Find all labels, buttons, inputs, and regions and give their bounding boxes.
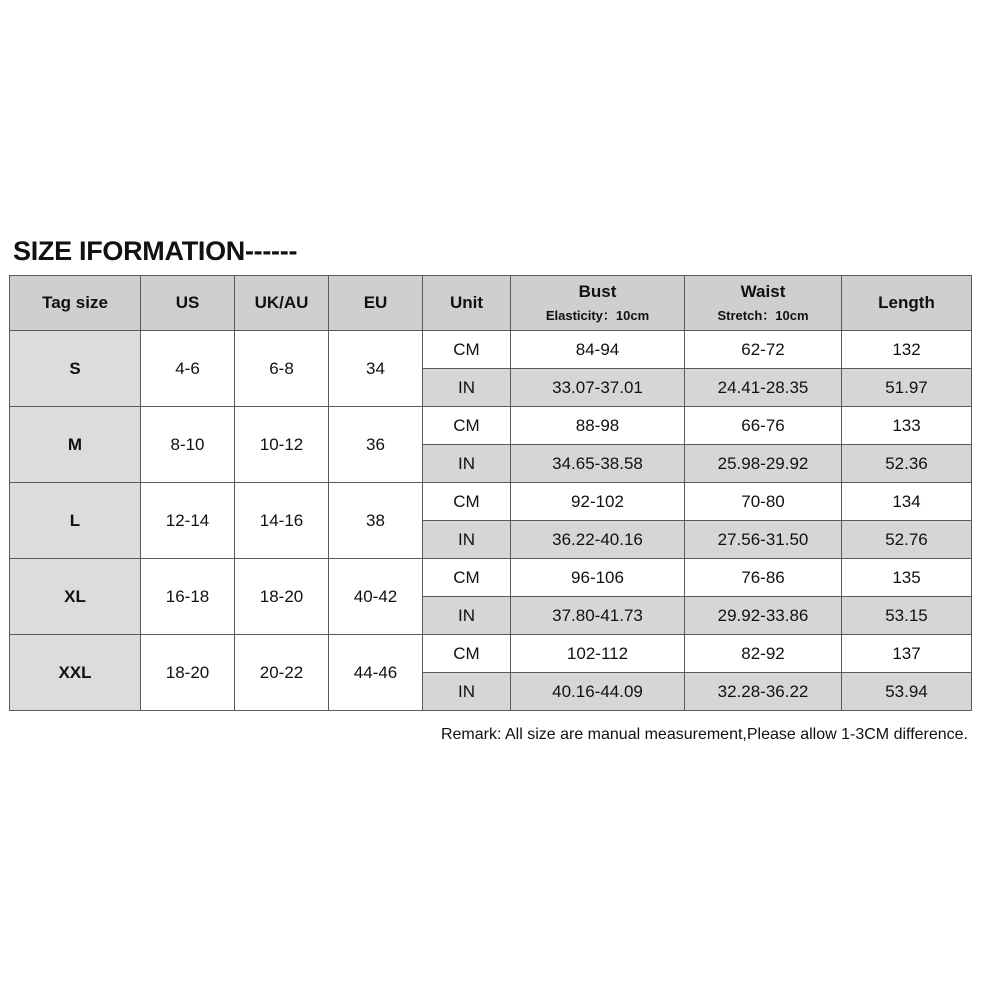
bust-cell: 84-94 (511, 331, 685, 369)
us-cell: 4-6 (141, 331, 235, 407)
unit-cell: IN (423, 673, 511, 711)
length-cell: 132 (842, 331, 972, 369)
header-waist-label: Waist (740, 282, 786, 301)
length-cell: 52.76 (842, 521, 972, 559)
table-row (10, 331, 972, 369)
header-waist (685, 276, 842, 331)
table-row (10, 559, 972, 597)
header-row (10, 276, 972, 331)
header-eu: EU (329, 276, 423, 331)
waist-cell: 29.92-33.86 (685, 597, 842, 635)
bust-cell: 36.22-40.16 (511, 521, 685, 559)
waist-cell: 70-80 (685, 483, 842, 521)
eu-cell: 36 (329, 407, 423, 483)
eu-cell: 44-46 (329, 635, 423, 711)
tag-size-cell: XXL (10, 635, 141, 711)
header-bust-label: Bust (578, 282, 617, 301)
uk-au-cell: 6-8 (235, 331, 329, 407)
us-cell: 16-18 (141, 559, 235, 635)
bust-cell: 40.16-44.09 (511, 673, 685, 711)
unit-cell: CM (423, 331, 511, 369)
waist-cell: 62-72 (685, 331, 842, 369)
bust-cell: 92-102 (511, 483, 685, 521)
eu-cell: 38 (329, 483, 423, 559)
header-uk-au: UK/AU (235, 276, 329, 331)
length-cell: 135 (842, 559, 972, 597)
length-cell: 53.15 (842, 597, 972, 635)
uk-au-cell: 18-20 (235, 559, 329, 635)
unit-cell: IN (423, 597, 511, 635)
table-row (10, 483, 972, 521)
unit-cell: CM (423, 407, 511, 445)
header-unit: Unit (423, 276, 511, 331)
remark-note: Remark: All size are manual measurement,Please allow 1-3CM difference. (440, 726, 968, 743)
waist-cell: 24.41-28.35 (685, 369, 842, 407)
us-cell: 12-14 (141, 483, 235, 559)
uk-au-cell: 20-22 (235, 635, 329, 711)
unit-cell: CM (423, 559, 511, 597)
us-cell: 18-20 (141, 635, 235, 711)
waist-cell: 76-86 (685, 559, 842, 597)
waist-cell: 25.98-29.92 (685, 445, 842, 483)
bust-cell: 34.65-38.58 (511, 445, 685, 483)
header-length: Length (842, 276, 972, 331)
header-tag-size: Tag size (10, 276, 141, 331)
waist-cell: 32.28-36.22 (685, 673, 842, 711)
waist-cell: 66-76 (685, 407, 842, 445)
bust-cell: 102-112 (511, 635, 685, 673)
length-cell: 52.36 (842, 445, 972, 483)
waist-cell: 27.56-31.50 (685, 521, 842, 559)
header-bust-elasticity: Elasticity：10cm (545, 308, 650, 323)
tag-size-cell: L (10, 483, 141, 559)
tag-size-cell: M (10, 407, 141, 483)
length-cell: 137 (842, 635, 972, 673)
bust-cell: 37.80-41.73 (511, 597, 685, 635)
tag-size-cell: XL (10, 559, 141, 635)
header-waist-stretch: Stretch：10cm (717, 308, 809, 323)
us-cell: 8-10 (141, 407, 235, 483)
eu-cell: 40-42 (329, 559, 423, 635)
header-us: US (141, 276, 235, 331)
tag-size-cell: S (10, 331, 141, 407)
unit-cell: IN (423, 369, 511, 407)
unit-cell: IN (423, 445, 511, 483)
table-row (10, 635, 972, 673)
bust-cell: 33.07-37.01 (511, 369, 685, 407)
uk-au-cell: 10-12 (235, 407, 329, 483)
size-chart-table (9, 275, 972, 711)
header-bust (511, 276, 685, 331)
unit-cell: CM (423, 483, 511, 521)
bust-cell: 96-106 (511, 559, 685, 597)
length-cell: 134 (842, 483, 972, 521)
unit-cell: CM (423, 635, 511, 673)
waist-cell: 82-92 (685, 635, 842, 673)
page-title: SIZE IFORMATION------ (13, 236, 298, 266)
length-cell: 53.94 (842, 673, 972, 711)
length-cell: 133 (842, 407, 972, 445)
table-row (10, 407, 972, 445)
unit-cell: IN (423, 521, 511, 559)
eu-cell: 34 (329, 331, 423, 407)
bust-cell: 88-98 (511, 407, 685, 445)
uk-au-cell: 14-16 (235, 483, 329, 559)
length-cell: 51.97 (842, 369, 972, 407)
